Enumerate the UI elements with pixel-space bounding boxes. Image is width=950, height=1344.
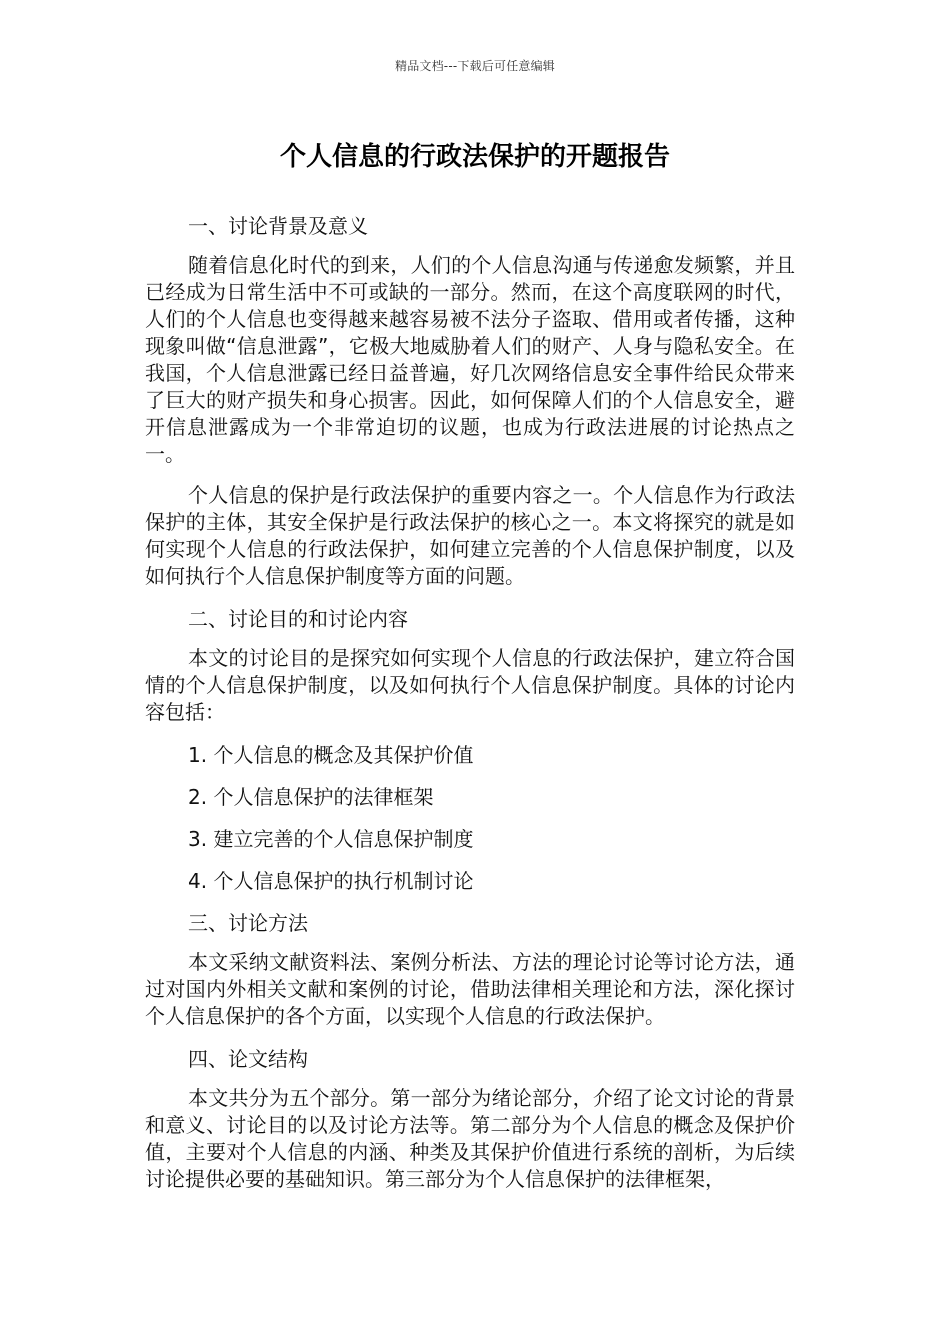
list-item: 1. 个人信息的概念及其保护价值	[188, 743, 474, 767]
document-title: 个人信息的行政法保护的开题报告	[279, 142, 670, 172]
paragraph-protection-importance: 个人信息的保护是行政法保护的重要内容之一。个人信息作为行政法保护的主体，其安全保护是行政法保护的核心之一。本文将探究的就是如何实现个人信息的行政法保护，如何建立完善的个人信息保护制度，以及如何执行个人信息保护制度等方面的问题。	[145, 483, 795, 588]
section-heading-background: 一、讨论背景及意义	[188, 214, 368, 238]
paragraph-purpose: 本文的讨论目的是探究如何实现个人信息的行政法保护，建立符合国情的个人信息保护制度，以及如何执行个人信息保护制度。具体的讨论内容包括：	[145, 646, 795, 724]
header-note: 精品文档---下载后可任意编辑	[395, 59, 555, 73]
section-heading-method: 三、讨论方法	[188, 911, 308, 935]
document-body	[145, 212, 795, 1193]
list-item: 2. 个人信息保护的法律框架	[188, 785, 434, 809]
list-item: 3. 建立完善的个人信息保护制度	[188, 827, 474, 851]
paragraph-structure: 本文共分为五个部分。第一部分为绪论部分，介绍了论文讨论的背景和意义、讨论目的以及讨论方法等。第二部分为个人信息的概念及保护价值，主要对个人信息的内涵、种类及其保护价值进行系统的剖析，为后续讨论提供必要的基础知识。第三部分为个人信息保护的法律框架，	[145, 1086, 795, 1191]
paragraph-method: 本文采纳文献资料法、案例分析法、方法的理论讨论等讨论方法，通过对国内外相关文献和案例的讨论，借助法律相关理论和方法，深化探讨个人信息保护的各个方面，以实现个人信息的行政法保护。	[145, 950, 795, 1028]
paragraph-background: 随着信息化时代的到来，人们的个人信息沟通与传递愈发频繁，并且已经成为日常生活中不可或缺的一部分。然而，在这个高度联网的时代，人们的个人信息也变得越来越容易被不法分子盗取、借用或者传播，这种现象叫做“信息泄露”，它极大地威胁着人们的财产、人身与隐私安全。在我国，个人信息泄露已经日益普遍，好几次网络信息安全事件给民众带来了巨大的财产损失和身心损害。因此，如何保障人们的个人信息安全，避开信息泄露成为一个非常迫切的议题，也成为行政法进展的讨论热点之一。	[145, 253, 795, 466]
section-heading-purpose: 二、讨论目的和讨论内容	[188, 607, 408, 631]
section-heading-structure: 四、论文结构	[188, 1047, 308, 1071]
list-item: 4. 个人信息保护的执行机制讨论	[188, 869, 474, 893]
